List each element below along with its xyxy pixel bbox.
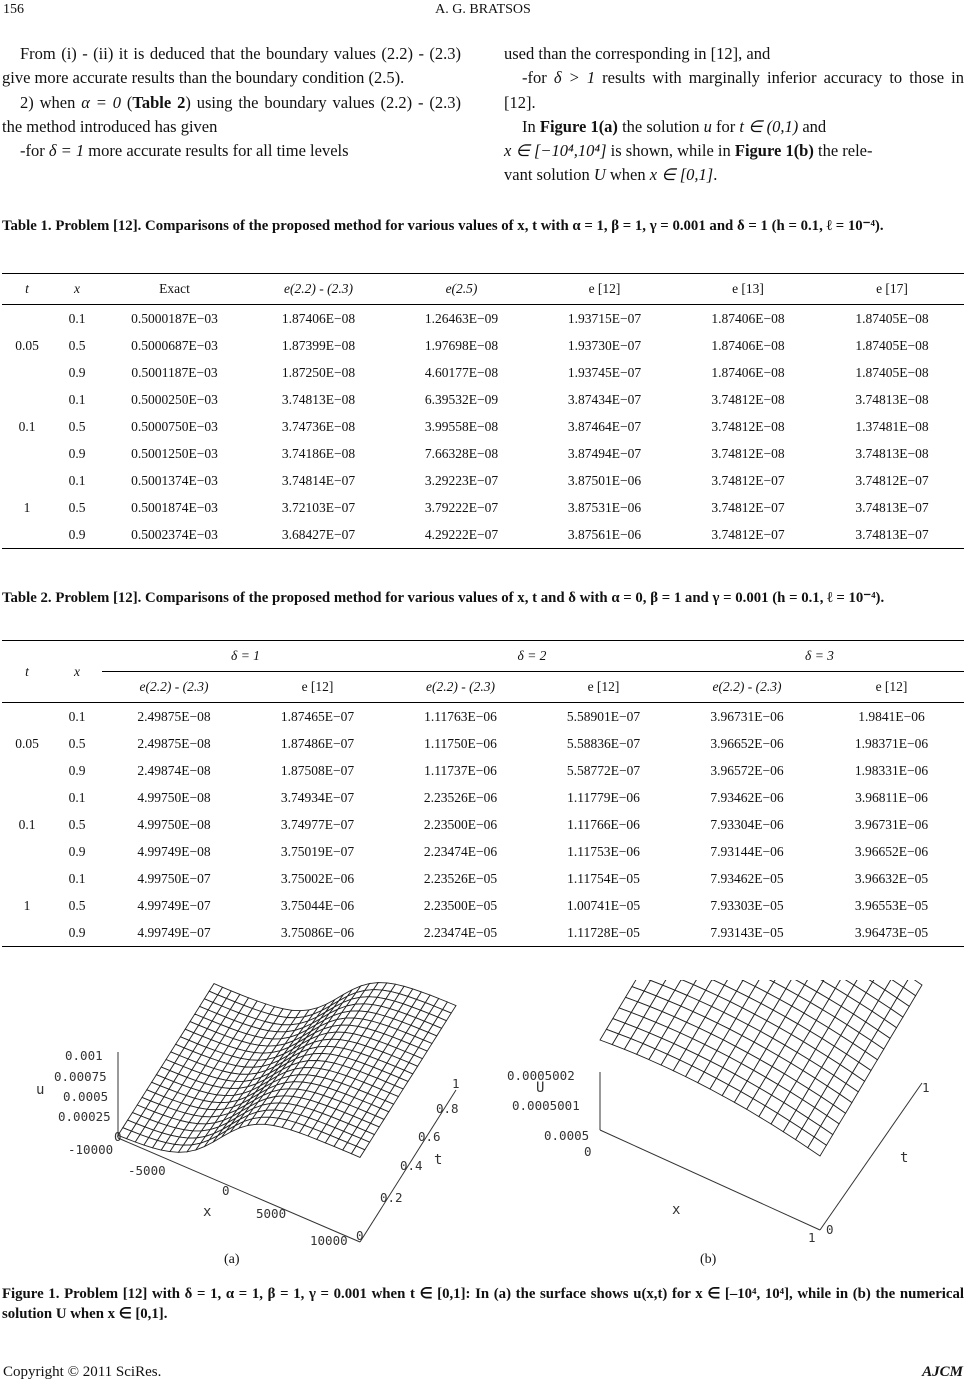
- column-header: x: [52, 641, 102, 703]
- table-cell: 3.68427E−07: [247, 521, 390, 549]
- table-cell: 7.93462E−06: [710, 789, 784, 805]
- paragraph: In Figure 1(a) the solution u for t ∈ (0,1) and x ∈ [−10⁴,10⁴] is shown, while in Figure 1(b) the rele- vant solution U when x ∈ [0,1].: [504, 116, 873, 185]
- table-cell: 3.87561E−06: [533, 521, 676, 549]
- left-column: [2, 42, 461, 163]
- table-cell: 3.74186E−08: [281, 445, 356, 461]
- table-cell: 3.87501E−06: [567, 472, 642, 488]
- table-cell: 0.5000187E−03: [131, 310, 218, 326]
- table-cell: 1.11754E−05: [567, 870, 640, 886]
- table-cell: 3.72103E−07: [281, 499, 356, 515]
- table-cell: 3.96731E−06: [854, 816, 929, 832]
- table-cell: 1.87406E−08: [711, 364, 785, 380]
- u-tick-label: 0.00075: [54, 1069, 107, 1084]
- table-cell: 4.99750E−08: [137, 816, 211, 832]
- table-cell: 2.23500E−05: [423, 897, 498, 913]
- cell-t: [2, 386, 52, 413]
- table-cell: 3.74736E−08: [281, 418, 356, 434]
- column-header: e [12]: [532, 672, 675, 703]
- column-header: t: [2, 274, 52, 305]
- table-cell: 1.11779E−06: [567, 789, 640, 805]
- table-row: [2, 730, 964, 757]
- t-axis-label: t: [900, 1150, 909, 1166]
- table1: [2, 273, 964, 549]
- table-cell: 0.5: [68, 418, 86, 434]
- table-cell: 3.74813E−07: [855, 499, 929, 515]
- table-cell: 3.75019E−07: [280, 843, 355, 859]
- cell-t: 1: [23, 499, 31, 515]
- table-cell: 2.23526E−06: [423, 789, 498, 805]
- column-header: e(2.2) - (2.3): [675, 672, 819, 703]
- x-tick-label: -5000: [128, 1163, 166, 1178]
- u-tick-label: 0.00025: [58, 1109, 111, 1124]
- table-cell: 0.1: [68, 310, 86, 326]
- table2-header-row: [2, 641, 964, 672]
- table-cell: 3.74813E−08: [855, 391, 929, 407]
- table-cell: 3.74812E−07: [855, 472, 929, 488]
- t-tick-label: 0.4: [400, 1158, 423, 1173]
- table-cell: 1.11763E−06: [424, 708, 497, 724]
- table-cell: 0.9: [68, 445, 86, 461]
- table-cell: 1.87405E−08: [855, 364, 929, 380]
- table2: [2, 640, 964, 947]
- cell-t: [2, 359, 52, 386]
- x-tick-label: 0: [584, 1144, 592, 1159]
- table-cell: 3.87494E−07: [567, 445, 642, 461]
- column-header: e(2.2) - (2.3): [389, 672, 532, 703]
- table-cell: 1.87465E−07: [280, 708, 355, 724]
- table-cell: 0.5: [68, 499, 86, 515]
- u-axis-label: u: [36, 1082, 45, 1098]
- table-cell: 1.87406E−08: [281, 310, 356, 326]
- table-row: [2, 757, 964, 784]
- x-tick-label: 10000: [310, 1233, 348, 1248]
- right-column: [504, 42, 964, 188]
- table-cell: 0.5000250E−03: [131, 391, 218, 407]
- cell-t: 0.1: [18, 816, 36, 832]
- running-title: A. G. BRATSOS: [435, 2, 531, 17]
- table-cell: 1.87399E−08: [281, 337, 356, 353]
- cell-t: [2, 467, 52, 494]
- table-cell: 0.1: [68, 472, 86, 488]
- journal-name: AJCM: [922, 1364, 963, 1380]
- column-header: e [12]: [533, 274, 676, 305]
- table-cell: 3.75086E−06: [246, 919, 389, 947]
- cell-t: [2, 838, 52, 865]
- t-tick-label: 0.2: [380, 1190, 403, 1205]
- figure-1a-surface-plot: [20, 980, 480, 1248]
- table-row: [2, 305, 964, 333]
- t-tick-label: 0.8: [436, 1101, 459, 1116]
- cell-t: [2, 703, 52, 731]
- table-cell: 1.87508E−07: [280, 762, 355, 778]
- table-cell: 4.99750E−08: [137, 789, 211, 805]
- table-cell: 3.96473E−05: [819, 919, 964, 947]
- table-cell: 0.5001374E−03: [131, 472, 218, 488]
- table-cell: 3.87434E−07: [567, 391, 642, 407]
- t-tick-label: 0: [826, 1222, 834, 1237]
- table-cell: 1.87405E−08: [855, 310, 929, 326]
- table-cell: 5.58901E−07: [566, 708, 641, 724]
- table-cell: 1.11750E−06: [424, 735, 497, 751]
- table-cell: 0.5: [68, 735, 86, 751]
- t-tick-label: 0: [356, 1228, 364, 1243]
- table-cell: 7.93304E−06: [710, 816, 784, 832]
- cell-t: 0.05: [15, 337, 39, 353]
- table-cell: 3.74813E−08: [281, 391, 356, 407]
- paragraph: From (i) - (ii) it is deduced that the boundary values (2.2) - (2.3) give more accurate results than the boundary condition (2.5).: [2, 44, 461, 88]
- table-cell: 2.49875E−08: [137, 735, 211, 751]
- delta-header: δ = 2: [389, 641, 675, 672]
- column-header: e [12]: [246, 672, 389, 703]
- table-cell: 0.5: [68, 816, 86, 832]
- paragraph: -for δ > 1 results with marginally inferior accuracy to those in [12].: [504, 68, 964, 112]
- table-cell: 1.9841E−06: [858, 708, 925, 724]
- t-tick-label: 1: [452, 1076, 460, 1091]
- table-row: [2, 784, 964, 811]
- column-header: e(2.2) - (2.3): [247, 274, 390, 305]
- table-row: [2, 359, 964, 386]
- table-cell: 1.87406E−08: [711, 310, 785, 326]
- table-cell: 3.74813E−08: [855, 445, 929, 461]
- x-axis-line: [118, 1138, 360, 1242]
- cell-t: 0.1: [18, 418, 36, 434]
- table-cell: 1.87406E−08: [711, 337, 785, 353]
- surface-mesh: [118, 983, 456, 1158]
- column-header: e [12]: [819, 672, 964, 703]
- table1-caption: Table 1. Problem [12]. Comparisons of the proposed method for various values of x, t with α = 1, β = 1, γ = 0.001 and δ = 1 (h = 0.1, ℓ = 10⁻⁴).: [2, 218, 884, 234]
- paragraph: used than the corresponding in [12], and: [504, 44, 771, 63]
- table-cell: 1.11728E−05: [532, 919, 675, 947]
- table-row: [2, 838, 964, 865]
- table-cell: 3.87464E−07: [567, 418, 642, 434]
- table-cell: 3.96811E−06: [855, 789, 928, 805]
- table-cell: 3.87531E−06: [567, 499, 642, 515]
- table-row: [2, 892, 964, 919]
- table-cell: 0.5001250E−03: [131, 445, 218, 461]
- figure-1b-surface-plot: [500, 980, 960, 1248]
- u-tick-label: 0.001: [65, 1048, 103, 1063]
- table-cell: 3.96572E−06: [710, 762, 784, 778]
- table-cell: 3.96731E−06: [710, 708, 784, 724]
- table-cell: 1.87250E−08: [281, 364, 356, 380]
- table-row: [2, 440, 964, 467]
- table-cell: 0.5001874E−03: [131, 499, 218, 515]
- x-tick-label: 0: [222, 1183, 230, 1198]
- table-cell: 4.29222E−07: [390, 521, 533, 549]
- x-tick-label: 5000: [256, 1206, 287, 1221]
- table-cell: 5.58772E−07: [566, 762, 641, 778]
- t-axis-label: t: [434, 1152, 443, 1168]
- x-axis-line: [600, 1130, 820, 1230]
- u-axis-label: U: [536, 1080, 545, 1096]
- column-header: x: [52, 274, 102, 305]
- column-header: Exact: [102, 274, 247, 305]
- table-cell: 2.23474E−06: [423, 843, 498, 859]
- table-cell: 0.5000687E−03: [131, 337, 218, 353]
- t-tick-label: 1: [922, 1080, 930, 1095]
- table-cell: 0.1: [68, 789, 86, 805]
- table-row: [2, 521, 964, 549]
- table-cell: 3.29223E−07: [424, 472, 499, 488]
- column-header: e(2.5): [390, 274, 533, 305]
- table-cell: 6.39532E−09: [424, 391, 499, 407]
- table-cell: 0.9: [68, 843, 86, 859]
- cell-t: 0.05: [15, 735, 39, 751]
- table-cell: 3.74813E−07: [820, 521, 964, 549]
- table-cell: 0.9: [68, 762, 86, 778]
- table-cell: 1.93715E−07: [567, 310, 642, 326]
- table-cell: 0.9: [52, 521, 102, 549]
- cell-t: [2, 784, 52, 811]
- table-cell: 3.96652E−06: [710, 735, 784, 751]
- table-cell: 0.5001187E−03: [131, 364, 218, 380]
- table-cell: 1.87486E−07: [280, 735, 355, 751]
- table-cell: 0.5: [68, 337, 86, 353]
- figure-1: [0, 980, 966, 1270]
- page-number: 156: [3, 2, 24, 17]
- cell-t: [2, 521, 52, 549]
- table-cell: 3.96553E−05: [854, 897, 929, 913]
- table-cell: 2.49874E−08: [137, 762, 211, 778]
- table-cell: 3.74812E−08: [711, 418, 785, 434]
- table-row: [2, 865, 964, 892]
- table-row: [2, 386, 964, 413]
- column-header: e [13]: [676, 274, 820, 305]
- x-tick-label: -10000: [68, 1142, 114, 1157]
- table-row: [2, 703, 964, 731]
- table-cell: 2.23500E−06: [423, 816, 498, 832]
- table-cell: 4.99750E−07: [137, 870, 211, 886]
- cell-t: [2, 865, 52, 892]
- table-cell: 5.58836E−07: [566, 735, 641, 751]
- cell-t: 1: [23, 897, 31, 913]
- table-cell: 3.96652E−06: [854, 843, 929, 859]
- table-cell: 3.74812E−08: [711, 445, 785, 461]
- x-axis-label: x: [672, 1202, 681, 1218]
- table-cell: 0.9: [68, 364, 86, 380]
- table-cell: 1.00741E−05: [566, 897, 641, 913]
- table-cell: 3.74812E−07: [711, 472, 785, 488]
- table-cell: 2.23474E−05: [389, 919, 532, 947]
- table-cell: 1.26463E−09: [424, 310, 499, 326]
- copyright-notice: Copyright © 2011 SciRes.: [3, 1364, 162, 1380]
- table-cell: 4.99749E−07: [102, 919, 246, 947]
- table-cell: 0.9: [52, 919, 102, 947]
- panel-b-label: (b): [700, 1252, 717, 1267]
- paragraph: -for δ = 1 more accurate results for all time levels: [20, 141, 349, 161]
- table-cell: 1.11766E−06: [567, 816, 640, 832]
- cell-t: [2, 757, 52, 784]
- table-row: [2, 332, 964, 359]
- table1-header-row: [2, 274, 964, 305]
- cell-t: [2, 919, 52, 947]
- column-header: e(2.2) - (2.3): [102, 672, 246, 703]
- table-cell: 3.74934E−07: [280, 789, 355, 805]
- delta-header: δ = 3: [675, 641, 964, 672]
- u-tick-label: 0: [114, 1129, 122, 1144]
- cell-t: [2, 440, 52, 467]
- u-tick-label: 0.0005001: [512, 1098, 580, 1113]
- table-cell: 2.23526E−05: [423, 870, 498, 886]
- table-cell: 7.93143E−05: [675, 919, 819, 947]
- table-cell: 3.75002E−06: [280, 870, 355, 886]
- table-cell: 3.74977E−07: [280, 816, 355, 832]
- delta-header: δ = 1: [102, 641, 389, 672]
- table-cell: 4.99749E−08: [137, 843, 211, 859]
- table-cell: 7.66328E−08: [424, 445, 499, 461]
- column-header: e [17]: [820, 274, 964, 305]
- column-header: t: [2, 641, 52, 703]
- table-cell: 3.74812E−07: [711, 499, 785, 515]
- table-cell: 7.93303E−05: [710, 897, 784, 913]
- table-cell: 3.74814E−07: [281, 472, 356, 488]
- table-cell: 1.11753E−06: [567, 843, 640, 859]
- table-cell: 1.98331E−06: [854, 762, 929, 778]
- table-cell: 3.96632E−05: [854, 870, 929, 886]
- table-cell: 0.5: [68, 897, 86, 913]
- u-tick-label: 0.0005: [63, 1089, 109, 1104]
- table-cell: 0.1: [68, 870, 86, 886]
- table-row: [2, 919, 964, 947]
- surface-mesh: [600, 980, 922, 1156]
- u-tick-label: 0.0005: [544, 1128, 590, 1143]
- table-cell: 1.11737E−06: [424, 762, 497, 778]
- table-cell: 3.99558E−08: [424, 418, 499, 434]
- figure-1-caption: Figure 1. Problem [12] with δ = 1, α = 1, β = 1, γ = 0.001 when t ∈ [0,1]: In (a) the surface shows u(x,t) for x ∈ [–10⁴, 10⁴], while in (b) the numerical solution U when x ∈ [0,1].: [2, 1286, 964, 1322]
- table-cell: 2.49875E−08: [137, 708, 211, 724]
- table-cell: 3.79222E−07: [424, 499, 499, 515]
- table-cell: 0.1: [68, 708, 86, 724]
- table-cell: 1.93730E−07: [567, 337, 642, 353]
- paragraph: 2) when α = 0 (Table 2) using the boundary values (2.2) - (2.3) the method introduced has given: [2, 92, 462, 136]
- table-cell: 3.75044E−06: [280, 897, 355, 913]
- table-cell: 0.1: [68, 391, 86, 407]
- table-row: [2, 494, 964, 521]
- table2-caption: Table 2. Problem [12]. Comparisons of the proposed method for various values of x, t and δ with α = 0, β = 1 and γ = 0.001 (h = 0.1, ℓ = 10⁻⁴).: [2, 590, 885, 606]
- table-cell: 1.98371E−06: [854, 735, 929, 751]
- table-cell: 1.37481E−08: [855, 418, 929, 434]
- table2-subheader-row: [2, 672, 964, 703]
- table-cell: 1.87405E−08: [855, 337, 929, 353]
- t-tick-label: 0.6: [418, 1129, 441, 1144]
- table-cell: 0.5000750E−03: [131, 418, 218, 434]
- table-cell: 4.60177E−08: [424, 364, 499, 380]
- x-axis-label: x: [203, 1204, 212, 1220]
- table-cell: 7.93144E−06: [710, 843, 784, 859]
- u-tick-label: 0.0005002: [507, 1068, 575, 1083]
- panel-a-label: (a): [224, 1252, 240, 1267]
- table-row: [2, 413, 964, 440]
- table-row: [2, 467, 964, 494]
- table-cell: 3.74812E−08: [711, 391, 785, 407]
- table-row: [2, 811, 964, 838]
- x-tick-label: 1: [808, 1230, 816, 1245]
- cell-t: [2, 305, 52, 333]
- table-cell: 0.5002374E−03: [102, 521, 247, 549]
- table-cell: 3.74812E−07: [676, 521, 820, 549]
- table-cell: 7.93462E−05: [710, 870, 784, 886]
- table-cell: 4.99749E−07: [137, 897, 211, 913]
- table-cell: 1.97698E−08: [424, 337, 499, 353]
- table-cell: 1.93745E−07: [567, 364, 642, 380]
